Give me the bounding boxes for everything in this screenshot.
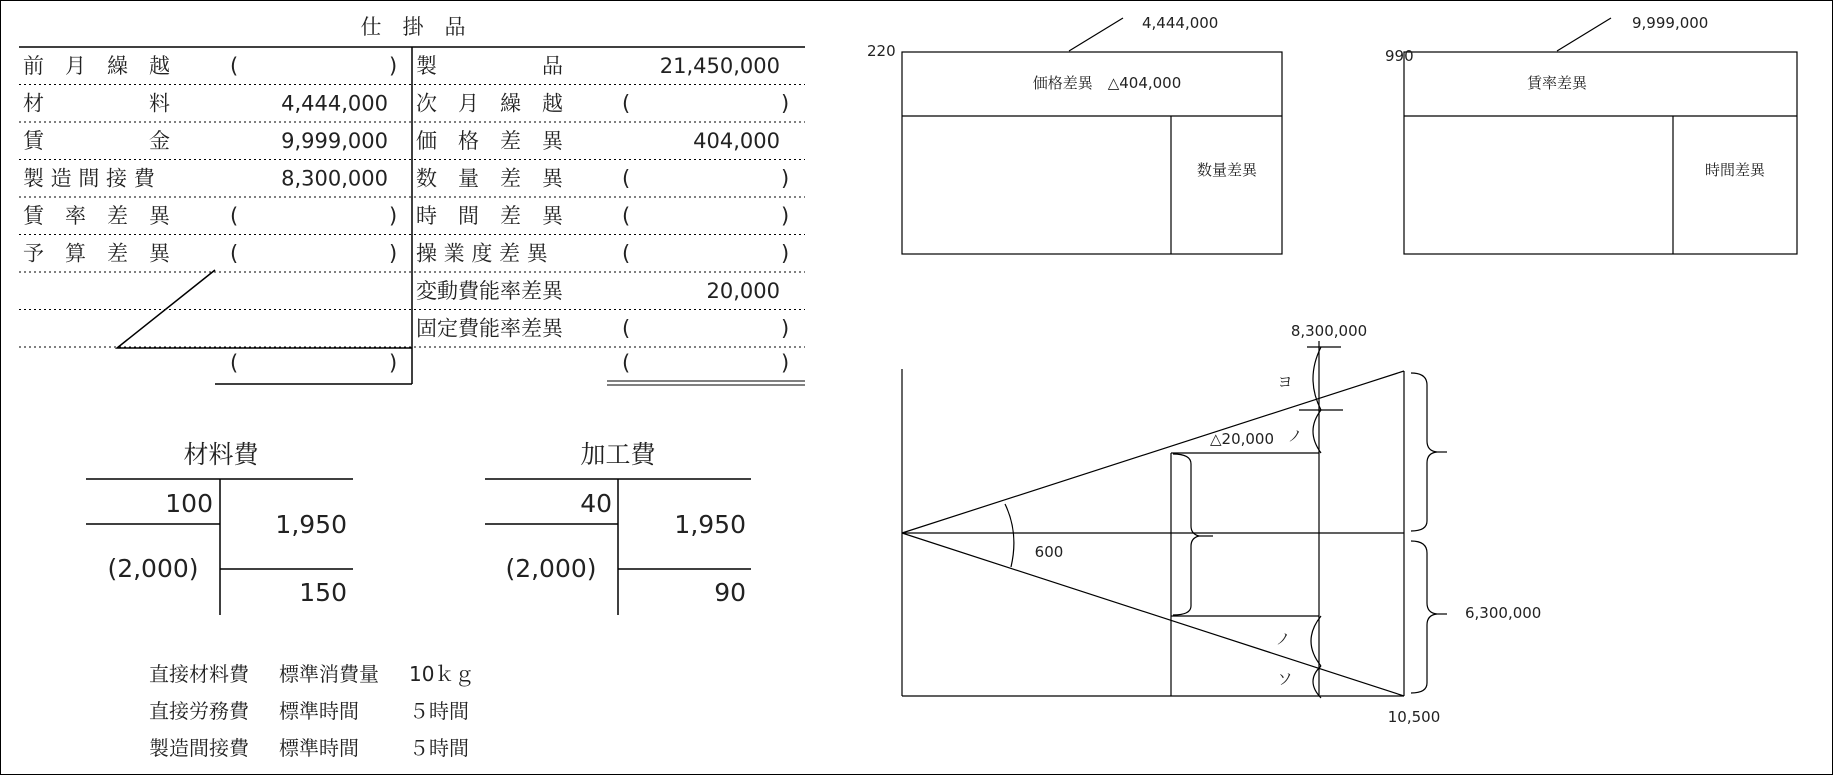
angle-arc	[1005, 504, 1014, 567]
ledger-left-label: 材 料	[23, 91, 170, 116]
ledger-left-label: 賃 金	[23, 129, 170, 153]
ledger-right-open-paren: (	[622, 91, 631, 116]
quantity-variance-label: 数量差異	[1196, 161, 1258, 179]
overhead-total-label: 8,300,000	[1290, 322, 1368, 340]
mark-so: ソ	[1277, 670, 1293, 688]
left-total-close: )	[389, 351, 398, 375]
hours-label: 600	[1034, 543, 1064, 561]
ledger-right-amount: 20,000	[706, 279, 780, 303]
labor-rate-label: 990	[1385, 47, 1414, 65]
material-equivalent-units: (2,000)	[107, 554, 199, 583]
ledger-right-open-paren: (	[622, 316, 631, 341]
price-variance-label: 価格差異 △404,000	[1032, 74, 1182, 92]
standard-kind: 標準時間	[279, 699, 359, 723]
ledger-right-label: 変動費能率差異	[416, 279, 563, 303]
ledger-left-open-paren: (	[230, 241, 239, 266]
labor-diagram-frame	[1404, 52, 1797, 254]
time-variance-label: 時間差異	[1704, 161, 1766, 179]
ledger-right-amount: 404,000	[693, 129, 780, 153]
ledger-right-label: 固定費能率差異	[416, 316, 563, 341]
ledger-right-label: 数 量 差 異	[416, 166, 563, 191]
labor-variance-diagram	[1385, 14, 1797, 254]
processing-cost-box	[485, 440, 751, 615]
right-total-open: (	[622, 351, 631, 375]
material-price-label: 220	[867, 42, 896, 60]
material-variance-diagram	[867, 14, 1282, 254]
ledger-left-open-paren: (	[230, 204, 239, 228]
labor-callout-line	[1557, 18, 1611, 51]
processing-box-title: 加工費	[580, 440, 656, 469]
left-total-open: (	[230, 351, 239, 375]
standard-value: ５時間	[409, 736, 469, 760]
standard-kind: 標準消費量	[279, 662, 379, 686]
material-callout-value: 4,444,000	[1142, 14, 1219, 32]
processing-equivalent-units: (2,000)	[505, 554, 597, 583]
overhead-variance-diagram	[902, 322, 1541, 726]
ledger-left-close-paren: )	[389, 241, 398, 266]
efficiency-variance-label: △20,000	[1209, 430, 1275, 448]
middle-brace	[1173, 454, 1199, 615]
ledger-left-label: 製 造 間 接 費	[23, 166, 155, 191]
processing-completed-units: 1,950	[674, 510, 746, 539]
ledger-left-label: 前 月 繰 越	[23, 54, 170, 78]
ledger-right-open-paren: (	[622, 166, 631, 191]
ledger-right-close-paren: )	[781, 241, 790, 266]
material-beginning-units: 100	[165, 489, 213, 518]
processing-beginning-units: 40	[580, 489, 612, 518]
ledger-right-label: 製 品	[416, 54, 563, 78]
rate-variance-label: 賃率差異	[1526, 74, 1588, 92]
right-total-close: )	[781, 351, 790, 375]
right-lower-brace	[1411, 541, 1437, 693]
variable-lower-line	[902, 533, 1404, 696]
ledger-right-label: 次 月 繰 越	[416, 91, 563, 116]
ledger-right-amount: 21,450,000	[659, 54, 780, 78]
material-box-title: 材料費	[183, 440, 259, 469]
ledger-right-open-paren: (	[622, 241, 631, 266]
work-in-process-ledger	[19, 15, 805, 385]
mark-yo: ヨ	[1277, 373, 1293, 391]
arc-no-upper	[1313, 410, 1321, 453]
standard-item: 直接労務費	[149, 699, 249, 723]
worksheet-canvas	[1, 1, 1832, 774]
ledger-left-amount: 8,300,000	[281, 166, 388, 191]
processing-ending-units: 90	[714, 578, 746, 607]
ledger-right-close-paren: )	[781, 166, 790, 191]
ledger-right-label: 時 間 差 異	[416, 204, 563, 228]
ledger-right-close-paren: )	[781, 204, 790, 228]
standards-list	[149, 662, 474, 760]
standard-value: ５時間	[409, 699, 469, 723]
ledger-right-label: 操 業 度 差 異	[416, 241, 548, 266]
ledger-left-close-paren: )	[389, 54, 398, 78]
arc-so	[1313, 666, 1321, 698]
labor-callout-value: 9,999,000	[1632, 14, 1709, 32]
standard-item: 製造間接費	[149, 736, 249, 760]
ledger-right-close-paren: )	[781, 316, 790, 341]
material-callout-line	[1069, 18, 1123, 51]
standard-kind: 標準時間	[279, 736, 359, 760]
mark-no-lower: ノ	[1275, 630, 1291, 648]
standard-absorption-line	[902, 371, 1404, 533]
ledger-left-label: 賃 率 差 異	[23, 204, 170, 228]
ledger-left-close-paren: )	[389, 204, 398, 228]
ledger-right-open-paren: (	[622, 204, 631, 228]
ledger-title: 仕 掛 品	[360, 15, 466, 39]
ledger-left-label: 予 算 差 異	[23, 241, 170, 266]
normal-hours-label: 10,500	[1387, 708, 1441, 726]
material-completed-units: 1,950	[275, 510, 347, 539]
ledger-right-label: 価 格 差 異	[416, 129, 563, 153]
ledger-left-amount: 4,444,000	[281, 91, 388, 116]
mark-no-upper: ノ	[1287, 427, 1303, 445]
standard-item: 直接材料費	[149, 662, 249, 686]
ledger-right-close-paren: )	[781, 91, 790, 116]
fixed-budget-label: 6,300,000	[1465, 604, 1542, 622]
ledger-left-open-paren: (	[230, 54, 239, 78]
standard-value: 10ｋｇ	[409, 662, 475, 686]
right-upper-brace	[1411, 373, 1437, 531]
material-cost-box	[86, 440, 353, 615]
ledger-left-amount: 9,999,000	[281, 129, 388, 153]
material-ending-units: 150	[299, 578, 347, 607]
